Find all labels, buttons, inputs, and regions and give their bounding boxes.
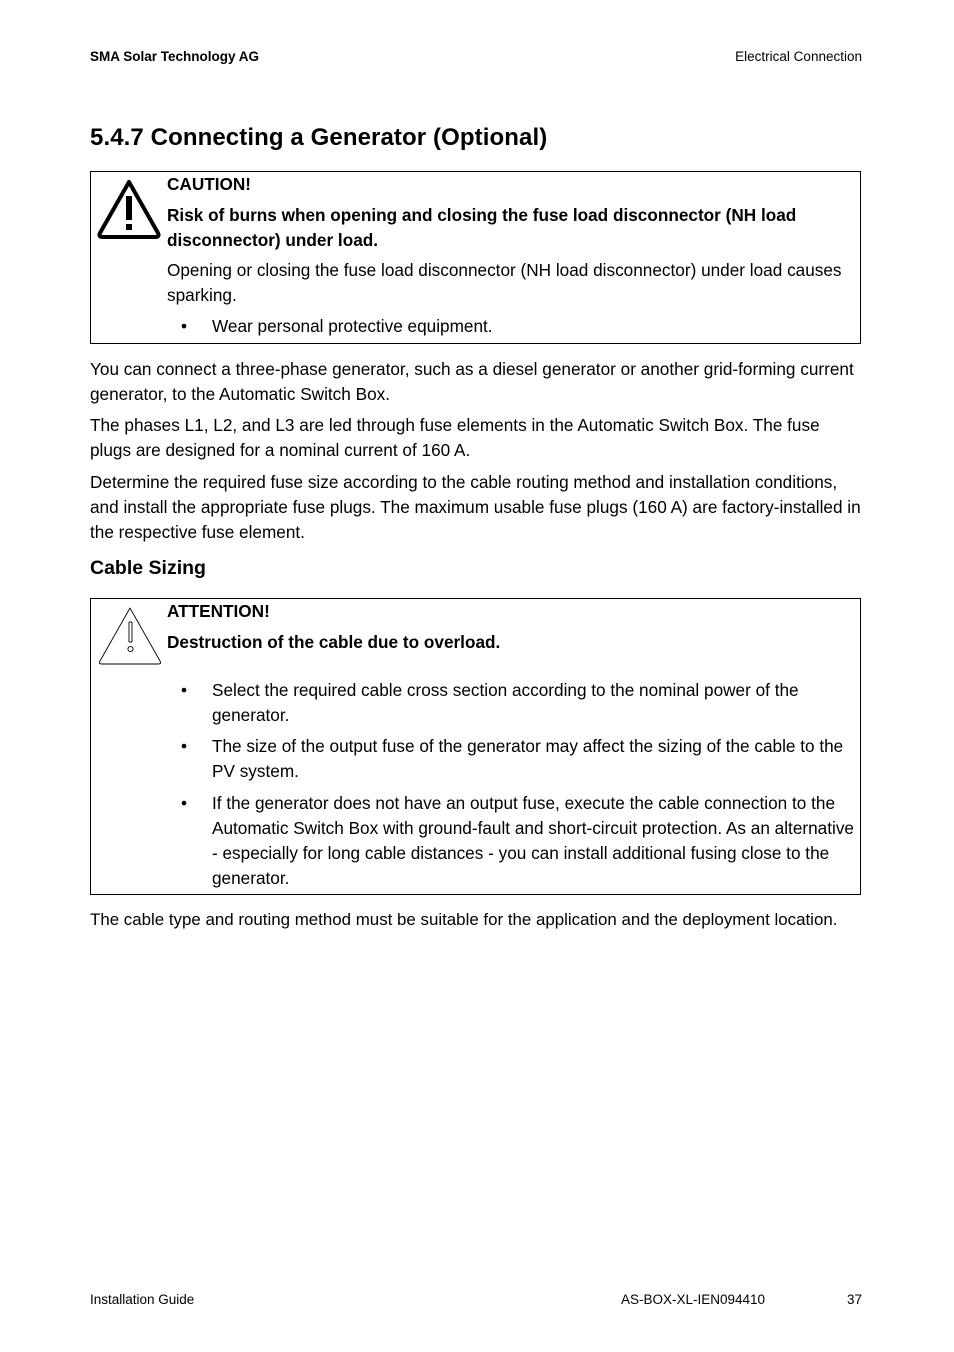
caution-text: Opening or closing the fuse load disconnector (NH load disconnector) under load causes sparking. bbox=[167, 260, 842, 305]
bullet-glyph: • bbox=[181, 793, 188, 813]
footer-guide: Installation Guide bbox=[90, 1292, 195, 1307]
attention-headline: Destruction of the cable due to overload. bbox=[167, 632, 501, 652]
caution-headline: Risk of burns when opening and closing the fuse load disconnector (NH load disconnector) under load. bbox=[167, 205, 797, 250]
footer-doc-id: AS-BOX-XL-IEN094410 bbox=[621, 1292, 766, 1307]
attention-bullet-text: The size of the output fuse of the generator may affect the sizing of the cable to the PV system. bbox=[212, 736, 844, 781]
cable-sizing-heading: Cable Sizing bbox=[90, 557, 206, 579]
caution-box bbox=[90, 171, 861, 344]
bullet-glyph: • bbox=[181, 316, 188, 336]
attention-bullet-text: Select the required cable cross section according to the nominal power of the generator. bbox=[212, 680, 799, 725]
bullet-glyph: • bbox=[181, 736, 188, 756]
section-title: 5.4.7 Connecting a Generator (Optional) bbox=[90, 124, 548, 151]
closing-paragraph: The cable type and routing method must be suitable for the application and the deployment location. bbox=[90, 910, 838, 929]
warning-triangle-icon bbox=[96, 178, 162, 245]
paragraph-2: The phases L1, L2, and L3 are led through fuse elements in the Automatic Switch Box. The fuse plugs are designed for a nominal current of 160 A. bbox=[90, 415, 820, 460]
header-chapter: Electrical Connection bbox=[735, 49, 862, 64]
bullet-glyph: • bbox=[181, 680, 188, 700]
attention-triangle-icon bbox=[96, 605, 164, 672]
caution-bullet-text: Wear personal protective equipment. bbox=[212, 316, 493, 336]
attention-bullet-1 bbox=[167, 678, 854, 728]
page-number: 37 bbox=[846, 1292, 862, 1307]
header-company: SMA Solar Technology AG bbox=[90, 49, 260, 64]
attention-label: ATTENTION! bbox=[167, 601, 270, 621]
caution-label: CAUTION! bbox=[167, 174, 252, 194]
attention-bullet-3 bbox=[167, 791, 854, 891]
attention-box bbox=[90, 598, 861, 895]
attention-bullet-text: If the generator does not have an output fuse, execute the cable connection to the Automatic Switch Box with ground-fault and short-circuit protection. As an alternative - especially for long cable distances - you can install additional fusing close to the generator. bbox=[212, 793, 854, 888]
attention-bullet-2 bbox=[167, 734, 854, 784]
paragraph-3: Determine the required fuse size according to the cable routing method and installation conditions, and install the appropriate fuse plugs. The maximum usable fuse plugs (160 A) are factory-installed in the respective fuse element. bbox=[90, 472, 861, 542]
caution-bullet bbox=[167, 314, 854, 339]
paragraph-1: You can connect a three-phase generator, such as a diesel generator or another grid-forming current generator, to the Automatic Switch Box. bbox=[90, 359, 854, 404]
